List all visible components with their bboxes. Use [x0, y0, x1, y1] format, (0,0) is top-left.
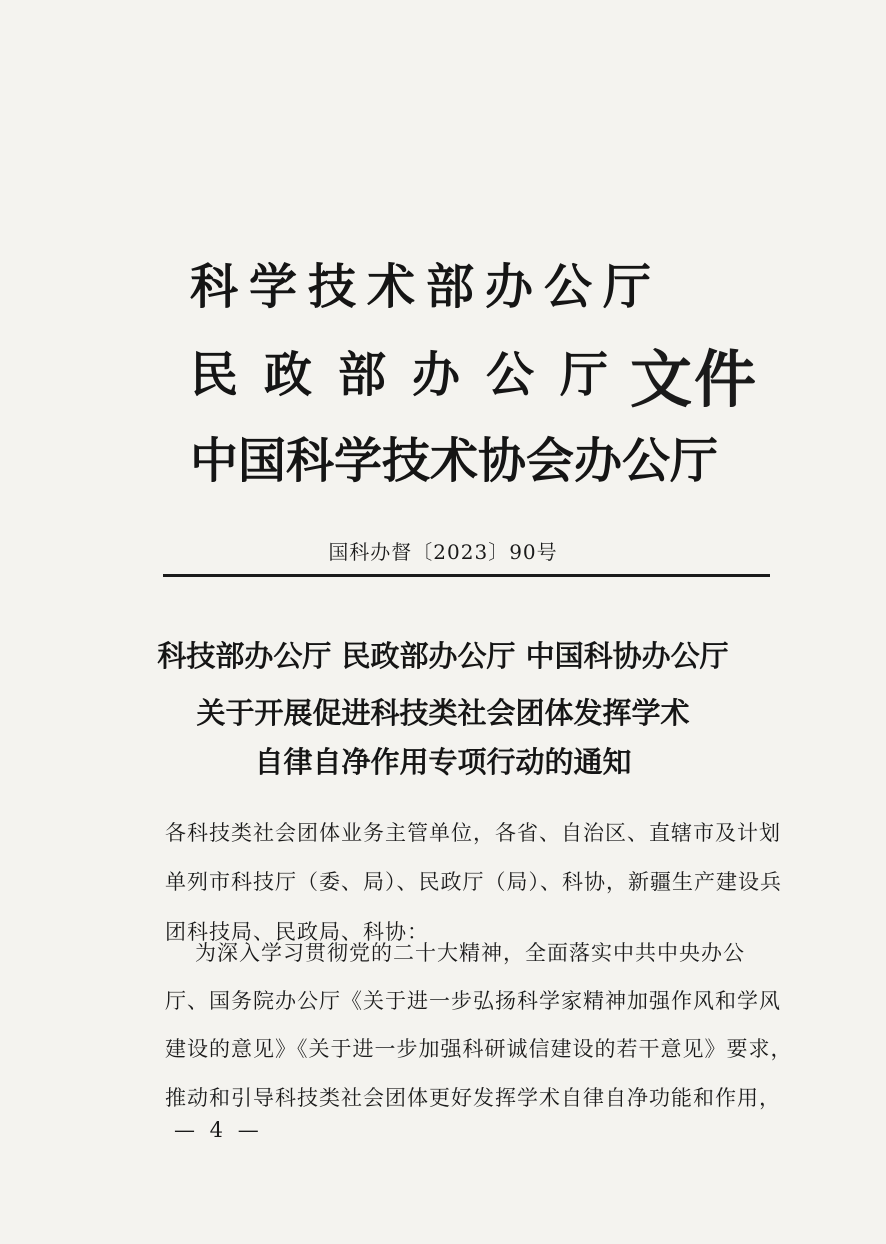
- body-line: 建设的意见》《关于进一步加强科研诚信建设的若干意见》要求，: [165, 1037, 793, 1061]
- issuer-header: [190, 246, 790, 489]
- body-line: 为深入学习贯彻党的二十大精神，全面落实中共中央办公: [195, 941, 745, 965]
- issuer-mca: 民政部办公厅: [190, 347, 635, 403]
- body-line: 团科技局、民政局、科协：: [165, 920, 429, 944]
- issuer-most: 科学技术部办公厅: [190, 259, 663, 315]
- body-line: 厅、国务院办公厅《关于进一步弘扬科学家精神加强作风和学风: [165, 989, 781, 1013]
- header-divider: [163, 574, 770, 577]
- issuer-cast: 中国科学技术协会办公厅: [190, 433, 719, 489]
- notice-title-line-1: 科技部办公厅 民政部办公厅 中国科协办公厅: [157, 639, 729, 673]
- page-number: — 4 —: [174, 1118, 263, 1142]
- notice-title-line-3: 自律自净作用专项行动的通知: [254, 745, 632, 779]
- document-suffix: 文件: [630, 343, 759, 416]
- body-line: 单列市科技厅（委、局）、民政厅（局）、科协，新疆生产建设兵: [165, 870, 782, 894]
- body-line: 推动和引导科技类社会团体更好发挥学术自律自净功能和作用，: [165, 1086, 781, 1110]
- notice-title-line-2: 关于开展促进科技类社会团体发挥学术: [196, 696, 690, 730]
- document-number: 国科办督〔2023〕90号: [328, 540, 558, 564]
- body-line: 各科技类社会团体业务主管单位，各省、自治区、直辖市及计划: [165, 821, 781, 845]
